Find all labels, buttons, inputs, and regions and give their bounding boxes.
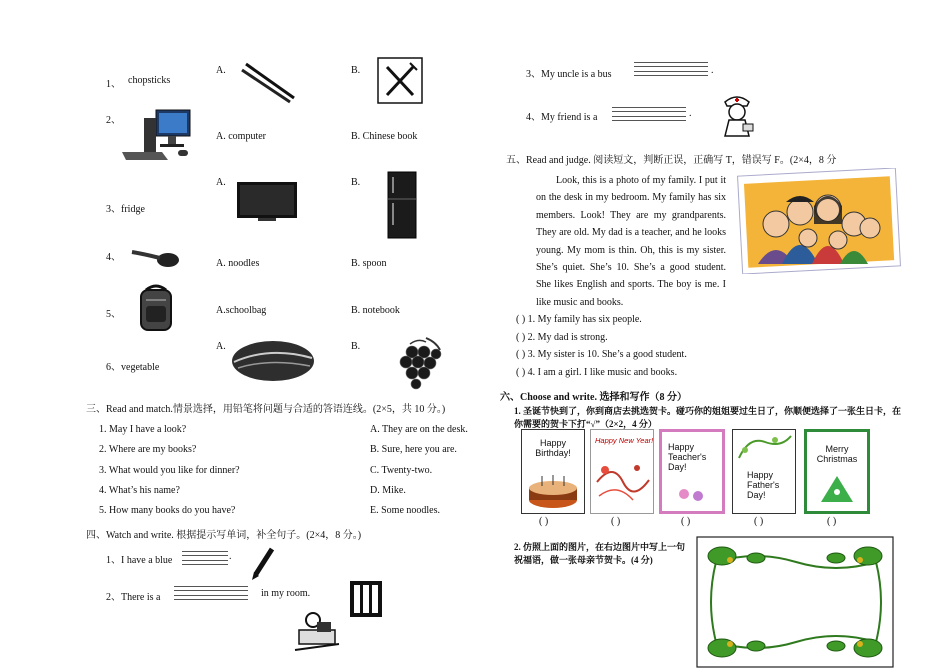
card-new-year[interactable]	[590, 429, 654, 514]
christmas-tree-icon	[815, 474, 859, 506]
fridge-image	[386, 171, 418, 239]
card-birthday[interactable]	[521, 429, 585, 514]
chopsticks-image	[240, 60, 298, 104]
q4-number: 4、	[106, 252, 121, 263]
answer-line-1[interactable]	[182, 551, 228, 565]
q4-option-b: B. spoon	[351, 258, 387, 269]
part5-heading: 五、Read and judge. 阅读短文，判断正误，正确写 T，错误写 F。(2×4，8 分	[506, 155, 837, 166]
card-2-bracket[interactable]: ( )	[611, 516, 621, 527]
part4-heading: 四、Watch and write. 根据提示写单词，补全句子。(2×4，8 分。)	[86, 530, 362, 541]
part6-question-2: 2. 仿照上面的图片，在右边图片中写上一句祝福语，做一张母亲节贺卡。(4 分)	[514, 542, 686, 565]
answer-line-2[interactable]	[174, 586, 248, 600]
q6-option-a: A.	[216, 341, 226, 352]
spoon-image	[130, 246, 180, 270]
part4-sentence-1: 1、I have a blue	[106, 555, 173, 566]
card-3-bracket[interactable]: ( )	[681, 516, 691, 527]
q5-number: 5、	[106, 309, 121, 320]
part4-sentence-3: 3、My uncle is a bus	[526, 69, 612, 80]
q1-option-a: A.	[216, 65, 226, 76]
knife-fork-image	[377, 57, 423, 104]
q2-number: 2、	[106, 115, 121, 126]
mothers-day-card-frame[interactable]	[696, 536, 894, 668]
q1-number: 1、	[106, 79, 121, 90]
reading-passage: Look, this is a photo of my family. I put it on the desk in my bedroom. My family has six members. Look! They are my grandparents. They are old. My dad is a teacher, and he looks young. My mom is thin. Oh, this is my sister. She’s quiet. She’s 10. She’s a good student. She likes English and sports. The boy is me. I like music and books.	[536, 175, 726, 308]
card-5-bracket[interactable]: ( )	[827, 516, 837, 527]
q5-option-a: A.schoolbag	[216, 305, 267, 316]
q3-word: 3、fridge	[106, 204, 145, 215]
answer-line-3[interactable]	[634, 62, 708, 76]
part3-answer-a: A. They are on the desk.	[370, 424, 468, 435]
part3-question-2: 2. Where are my books?	[99, 444, 197, 455]
part3-answer-b: B. Sure, here you are.	[370, 444, 457, 455]
part4-sentence-1-end: .	[229, 551, 232, 562]
part4-sentence-3-end: .	[711, 65, 714, 76]
part3-answer-c: C. Twenty-two.	[370, 465, 433, 476]
q6-option-b: B.	[351, 341, 361, 352]
q1-option-b: B.	[351, 65, 361, 76]
part4-sentence-4-end: .	[689, 108, 692, 119]
q2-option-a: A. computer	[216, 131, 266, 142]
family-photo	[736, 168, 902, 274]
card-fathers-day[interactable]	[732, 429, 796, 514]
statement-4: ( ) 4. I am a girl. I like music and books.	[516, 367, 678, 378]
part4-sentence-2: 2、There is a	[106, 592, 161, 603]
part4-sentence-4: 4、My friend is a	[526, 112, 598, 123]
grapes-image	[396, 336, 444, 390]
q4-option-a: A. noodles	[216, 258, 260, 269]
part3-question-1: 1. May I have a look?	[99, 424, 187, 435]
answer-line-4[interactable]	[612, 107, 686, 121]
card-1-bracket[interactable]: ( )	[539, 516, 549, 527]
card-christmas[interactable]	[804, 429, 870, 514]
q6-word: 6、vegetable	[106, 362, 160, 373]
part6-question-1: 1. 圣诞节快到了，你到商店去挑选贺卡。碰巧你的姐姐要过生日了，你顺便选择了一张生日卡，在你需要的贺卡下打“√”（2×2，4 分）	[514, 406, 902, 429]
statement-3: ( ) 3. My sister is 10. She’s a good student.	[516, 349, 687, 360]
cake-icon	[526, 474, 580, 510]
card-4-bracket[interactable]: ( )	[754, 516, 764, 527]
flower-icon	[672, 484, 712, 506]
tv-image	[236, 181, 298, 223]
part3-question-3: 3. What would you like for dinner?	[99, 465, 240, 476]
q2-option-b: B. Chinese book	[351, 131, 418, 142]
computer-image	[120, 108, 196, 162]
part3-question-4: 4. What’s his name?	[99, 485, 180, 496]
card-teachers-day[interactable]	[659, 429, 725, 514]
card-birthday-text: Happy Birthday!	[535, 438, 571, 458]
nurse-image	[717, 92, 757, 138]
schoolbag-image	[136, 284, 176, 332]
vine-decoration-icon	[735, 432, 793, 462]
part3-answer-e: E. Some noodles.	[370, 505, 440, 516]
q5-option-b: B. notebook	[351, 305, 400, 316]
part3-question-5: 5. How many books do you have?	[99, 505, 236, 516]
card-new-year-text: Happy New Year!	[595, 436, 654, 445]
desk-clutter-image	[293, 610, 341, 654]
card-teachers-day-text: Happy Teacher's Day!	[668, 442, 707, 472]
part6-heading: 六、Choose and write. 选择和写作（8 分）	[500, 392, 687, 403]
q3-option-a: A.	[216, 177, 226, 188]
card-fathers-day-text: Happy Father's Day!	[747, 470, 780, 500]
part3-answer-d: D. Mike.	[370, 485, 406, 496]
pen-image	[250, 546, 276, 580]
q1-word: chopsticks	[128, 75, 171, 86]
q3-option-b: B.	[351, 177, 361, 188]
part3-heading: 三、Read and match.情景选择，用铅笔将问题与合适的答语连线。(2×5，共 10 分。)	[86, 404, 446, 415]
swirl-decoration-icon	[593, 452, 651, 510]
cabbage-image	[230, 336, 316, 386]
part4-sentence-2-end: in my room.	[261, 588, 311, 599]
card-christmas-text: Merry Christmas	[816, 444, 858, 464]
statement-2: ( ) 2. My dad is strong.	[516, 332, 608, 343]
window-image	[348, 579, 384, 619]
statement-1: ( ) 1. My family has six people.	[516, 314, 642, 325]
